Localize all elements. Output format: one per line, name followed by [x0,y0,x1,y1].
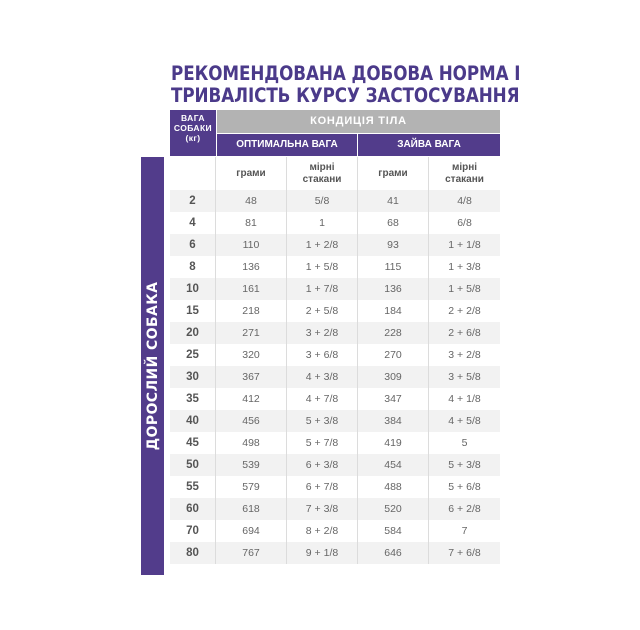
cups-overweight-cell: 5 + 3/8 [448,459,481,471]
grams-optimal-cell: 412 [216,388,287,410]
table-row [170,322,500,344]
cups-optimal-cell: 1 + 7/8 [287,278,358,300]
weight-cell: 20 [170,322,216,344]
cups-overweight-cell: 4/8 [457,195,472,207]
grams-overweight-cell: 93 [358,234,429,256]
cups-overweight-cell: 4 + 1/8 [448,393,481,405]
col-label: мірні [309,161,335,173]
grams-optimal-cell: 161 [216,278,287,300]
grams-optimal-cell: 81 [216,212,287,234]
grams-optimal-cell: 218 [216,300,287,322]
table-row [170,278,500,300]
grams-overweight-cell: 184 [358,300,429,322]
weight-cell: 45 [170,432,216,454]
weight-cell: 30 [170,366,216,388]
weight-cell: 4 [170,212,216,234]
table-row [170,212,500,234]
grams-optimal-cell: 367 [216,366,287,388]
grams-overweight-cell: 584 [358,520,429,542]
grams-optimal-cell: 110 [216,234,287,256]
grams-overweight-cell: 454 [358,454,429,476]
weight-cell: 10 [170,278,216,300]
cups-optimal-cell: 4 + 7/8 [287,388,358,410]
weight-cell: 35 [170,388,216,410]
optimal-weight-header: ОПТИМАЛЬНА ВАГА [217,134,357,156]
cups-optimal-cell: 8 + 2/8 [287,520,358,542]
grams-overweight-cell: 347 [358,388,429,410]
table-row [170,410,500,432]
cups-overweight-cell: 3 + 5/8 [448,371,481,383]
grams-optimal-cell: 271 [216,322,287,344]
grams-overweight-cell: 41 [358,190,429,212]
column-header-empty [170,157,216,190]
grams-optimal-cell: 320 [216,344,287,366]
column-header-grams-optimal [216,157,287,190]
cups-overweight-cell: 6/8 [457,217,472,229]
table-row [170,190,500,212]
cups-optimal-cell: 9 + 1/8 [287,542,358,564]
grams-optimal-cell: 136 [216,256,287,278]
table-row [170,476,500,498]
grams-overweight-cell: 136 [358,278,429,300]
table-row [170,432,500,454]
weight-cell: 8 [170,256,216,278]
column-header-cups-optimal [287,157,358,190]
grams-optimal-cell: 579 [216,476,287,498]
cups-overweight-cell: 5 [461,437,468,449]
weight-header [170,110,216,156]
overweight-header: ЗАЙВА ВАГА [358,134,500,156]
cups-overweight-cell: 6 + 2/8 [448,503,481,515]
sidebar-adult-dog [141,157,164,575]
grams-overweight-cell: 646 [358,542,429,564]
column-header-grams-overweight [358,157,429,190]
cups-optimal-cell: 3 + 6/8 [287,344,358,366]
table-row [170,520,500,542]
title-line-1: РЕКОМЕНДОВАНА ДОБОВА НОРМА І [171,62,521,85]
table-row [170,300,500,322]
page-title [171,62,521,107]
table-row [170,498,500,520]
grams-optimal-cell: 498 [216,432,287,454]
column-header-cups-overweight [429,157,500,190]
grams-overweight-cell: 309 [358,366,429,388]
weight-cell: 15 [170,300,216,322]
col-label: стакани [445,173,484,185]
cups-optimal-cell: 5 + 3/8 [287,410,358,432]
table-row [170,366,500,388]
weight-cell: 40 [170,410,216,432]
table-row [170,234,500,256]
cups-optimal-cell: 5/8 [287,190,358,212]
weight-cell: 25 [170,344,216,366]
table-row [170,542,500,564]
cups-optimal-cell: 6 + 3/8 [287,454,358,476]
table-row [170,344,500,366]
cups-optimal-cell: 7 + 3/8 [287,498,358,520]
grams-overweight-cell: 419 [358,432,429,454]
table-row [170,388,500,410]
cups-overweight-cell: 3 + 2/8 [448,349,481,361]
cups-optimal-cell: 1 + 5/8 [287,256,358,278]
grams-overweight-cell: 68 [358,212,429,234]
table-row [170,256,500,278]
cups-overweight-cell: 2 + 2/8 [448,305,481,317]
col-label: мірні [451,161,478,173]
grams-optimal-cell: 767 [216,542,287,564]
col-label: грами [378,167,408,179]
grams-overweight-cell: 384 [358,410,429,432]
column-header-row [170,157,500,190]
grams-overweight-cell: 520 [358,498,429,520]
grams-optimal-cell: 618 [216,498,287,520]
cups-overweight-cell: 7 + 6/8 [448,547,481,559]
cups-optimal-cell: 3 + 2/8 [287,322,358,344]
weight-cell: 6 [170,234,216,256]
grams-overweight-cell: 228 [358,322,429,344]
cups-overweight-cell: 1 + 1/8 [448,239,481,251]
cups-optimal-cell: 5 + 7/8 [287,432,358,454]
col-label: грами [236,167,266,179]
table-row [170,454,500,476]
body-condition-header: КОНДИЦІЯ ТІЛА [217,110,500,133]
grams-overweight-cell: 115 [358,256,429,278]
weight-cell: 55 [170,476,216,498]
cups-overweight-cell: 7 [461,525,468,537]
cups-overweight-cell: 2 + 6/8 [448,327,481,339]
weight-header-line-3: (кг) [185,133,201,143]
cups-overweight-cell: 4 + 5/8 [448,415,481,427]
grams-overweight-cell: 488 [358,476,429,498]
weight-header-line-1: ВАГА [181,113,205,123]
grams-overweight-cell: 270 [358,344,429,366]
cups-optimal-cell: 2 + 5/8 [287,300,358,322]
sidebar-label: ДОРОСЛИЙ СОБАКА [144,281,161,451]
cups-overweight-cell: 1 + 3/8 [448,261,481,273]
weight-cell: 80 [170,542,216,564]
weight-cell: 60 [170,498,216,520]
table-body [170,157,500,564]
grams-optimal-cell: 694 [216,520,287,542]
weight-cell: 70 [170,520,216,542]
cups-optimal-cell: 1 + 2/8 [287,234,358,256]
grams-optimal-cell: 48 [216,190,287,212]
weight-header-line-2: СОБАКИ [173,123,213,133]
col-label: стакани [302,173,342,185]
cups-overweight-cell: 5 + 6/8 [448,481,481,493]
cups-overweight-cell: 1 + 5/8 [448,283,481,295]
title-line-2: ТРИВАЛІСТЬ КУРСУ ЗАСТОСУВАННЯ [171,84,520,107]
cups-optimal-cell: 1 [287,212,358,234]
weight-cell: 2 [170,190,216,212]
grams-optimal-cell: 456 [216,410,287,432]
grams-optimal-cell: 539 [216,454,287,476]
weight-cell: 50 [170,454,216,476]
cups-optimal-cell: 4 + 3/8 [287,366,358,388]
cups-optimal-cell: 6 + 7/8 [287,476,358,498]
